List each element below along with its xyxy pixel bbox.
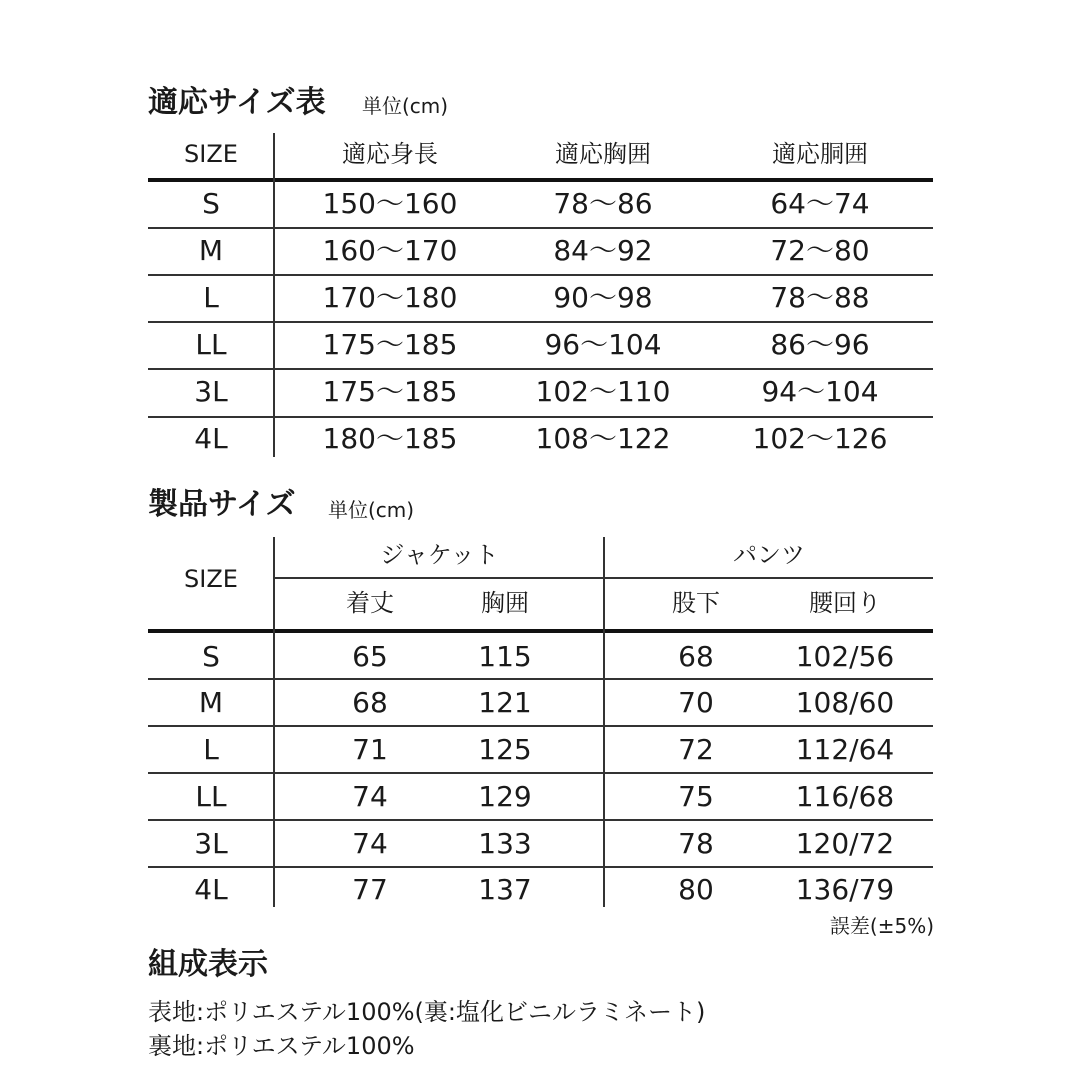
- fit-cell-size: 4L: [194, 422, 228, 455]
- product-row-divider: [148, 678, 933, 680]
- product-cell-chest: 115: [478, 640, 532, 673]
- composition-title: 組成表示: [148, 947, 268, 982]
- product-row-divider: [148, 772, 933, 774]
- product-row-divider: [148, 866, 933, 868]
- product-cell-size: 3L: [194, 827, 228, 860]
- fit-cell-waist: 102〜126: [752, 422, 888, 455]
- product-cell-chest: 129: [478, 780, 532, 813]
- fit-cell-height: 160〜170: [322, 234, 458, 267]
- product-header-size: SIZE: [184, 565, 238, 593]
- product-header-length: 着丈: [346, 589, 394, 617]
- product-header-inseam: 股下: [672, 589, 720, 617]
- product-table-unit: 単位(cm): [328, 498, 415, 522]
- fit-cell-chest: 102〜110: [535, 375, 671, 408]
- product-cell-waist: 116/68: [795, 780, 895, 813]
- product-header-rule: [148, 629, 933, 633]
- fit-cell-size: 3L: [194, 375, 228, 408]
- fit-cell-chest: 96〜104: [544, 328, 662, 361]
- product-group-divider: [603, 537, 605, 907]
- fit-cell-height: 175〜185: [322, 375, 458, 408]
- product-header-chest: 胸囲: [481, 589, 529, 617]
- product-cell-size: 4L: [194, 873, 228, 906]
- fit-row-divider: [148, 416, 933, 418]
- composition-line-lining: 裏地:ポリエステル100%: [148, 1032, 415, 1060]
- product-table-title: 製品サイズ: [148, 487, 296, 522]
- product-cell-inseam: 68: [678, 640, 714, 673]
- fit-row-divider: [148, 368, 933, 370]
- product-cell-length: 68: [352, 686, 388, 719]
- product-cell-length: 71: [352, 733, 388, 766]
- fit-row-divider: [148, 227, 933, 229]
- product-cell-length: 74: [352, 827, 388, 860]
- product-cell-chest: 121: [478, 686, 532, 719]
- composition-line-outer: 表地:ポリエステル100%(裏:塩化ビニルラミネート): [148, 998, 706, 1026]
- product-cell-inseam: 75: [678, 780, 714, 813]
- product-cell-chest: 125: [478, 733, 532, 766]
- fit-header-size: SIZE: [184, 140, 238, 168]
- fit-cell-height: 180〜185: [322, 422, 458, 455]
- fit-header-height: 適応身長: [342, 140, 438, 168]
- product-cell-chest: 133: [478, 827, 532, 860]
- product-cell-inseam: 80: [678, 873, 714, 906]
- fit-cell-chest: 84〜92: [553, 234, 653, 267]
- tolerance-note: 誤差(±5%): [829, 914, 934, 938]
- fit-cell-waist: 94〜104: [761, 375, 879, 408]
- product-cell-waist: 112/64: [795, 733, 895, 766]
- product-cell-waist: 108/60: [795, 686, 895, 719]
- product-header-waist: 腰回り: [809, 589, 881, 617]
- fit-row-divider: [148, 274, 933, 276]
- fit-cell-size: L: [203, 281, 219, 314]
- fit-row-divider: [148, 321, 933, 323]
- product-cell-chest: 137: [478, 873, 532, 906]
- fit-table-title: 適応サイズ表: [148, 85, 326, 120]
- fit-cell-height: 170〜180: [322, 281, 458, 314]
- product-cell-inseam: 70: [678, 686, 714, 719]
- fit-header-rule: [148, 178, 933, 182]
- product-row-divider: [148, 819, 933, 821]
- product-header-jacket: ジャケット: [380, 541, 499, 569]
- fit-cell-waist: 86〜96: [770, 328, 870, 361]
- fit-cell-waist: 78〜88: [770, 281, 870, 314]
- product-cell-length: 65: [352, 640, 388, 673]
- product-cell-inseam: 78: [678, 827, 714, 860]
- fit-cell-chest: 78〜86: [553, 187, 653, 220]
- product-cell-size: M: [198, 686, 224, 719]
- product-cell-length: 74: [352, 780, 388, 813]
- fit-cell-waist: 72〜80: [770, 234, 870, 267]
- fit-cell-waist: 64〜74: [770, 187, 870, 220]
- product-cell-size: L: [203, 733, 219, 766]
- product-row-divider: [148, 725, 933, 727]
- fit-cell-size: S: [202, 187, 220, 220]
- fit-table-unit: 単位(cm): [362, 94, 449, 118]
- fit-header-chest: 適応胸囲: [555, 140, 651, 168]
- product-cell-inseam: 72: [678, 733, 714, 766]
- fit-cell-size: M: [198, 234, 224, 267]
- product-cell-waist: 102/56: [795, 640, 895, 673]
- fit-cell-size: LL: [195, 328, 227, 361]
- fit-cell-chest: 108〜122: [535, 422, 671, 455]
- product-header-pants: パンツ: [733, 541, 805, 569]
- product-cell-size: LL: [195, 780, 227, 813]
- fit-cell-height: 150〜160: [322, 187, 458, 220]
- fit-cell-height: 175〜185: [322, 328, 458, 361]
- product-cell-length: 77: [352, 873, 388, 906]
- product-cell-waist: 136/79: [795, 873, 895, 906]
- product-cell-waist: 120/72: [795, 827, 895, 860]
- fit-cell-chest: 90〜98: [553, 281, 653, 314]
- fit-header-waist: 適応胴囲: [772, 140, 868, 168]
- product-cell-size: S: [202, 640, 220, 673]
